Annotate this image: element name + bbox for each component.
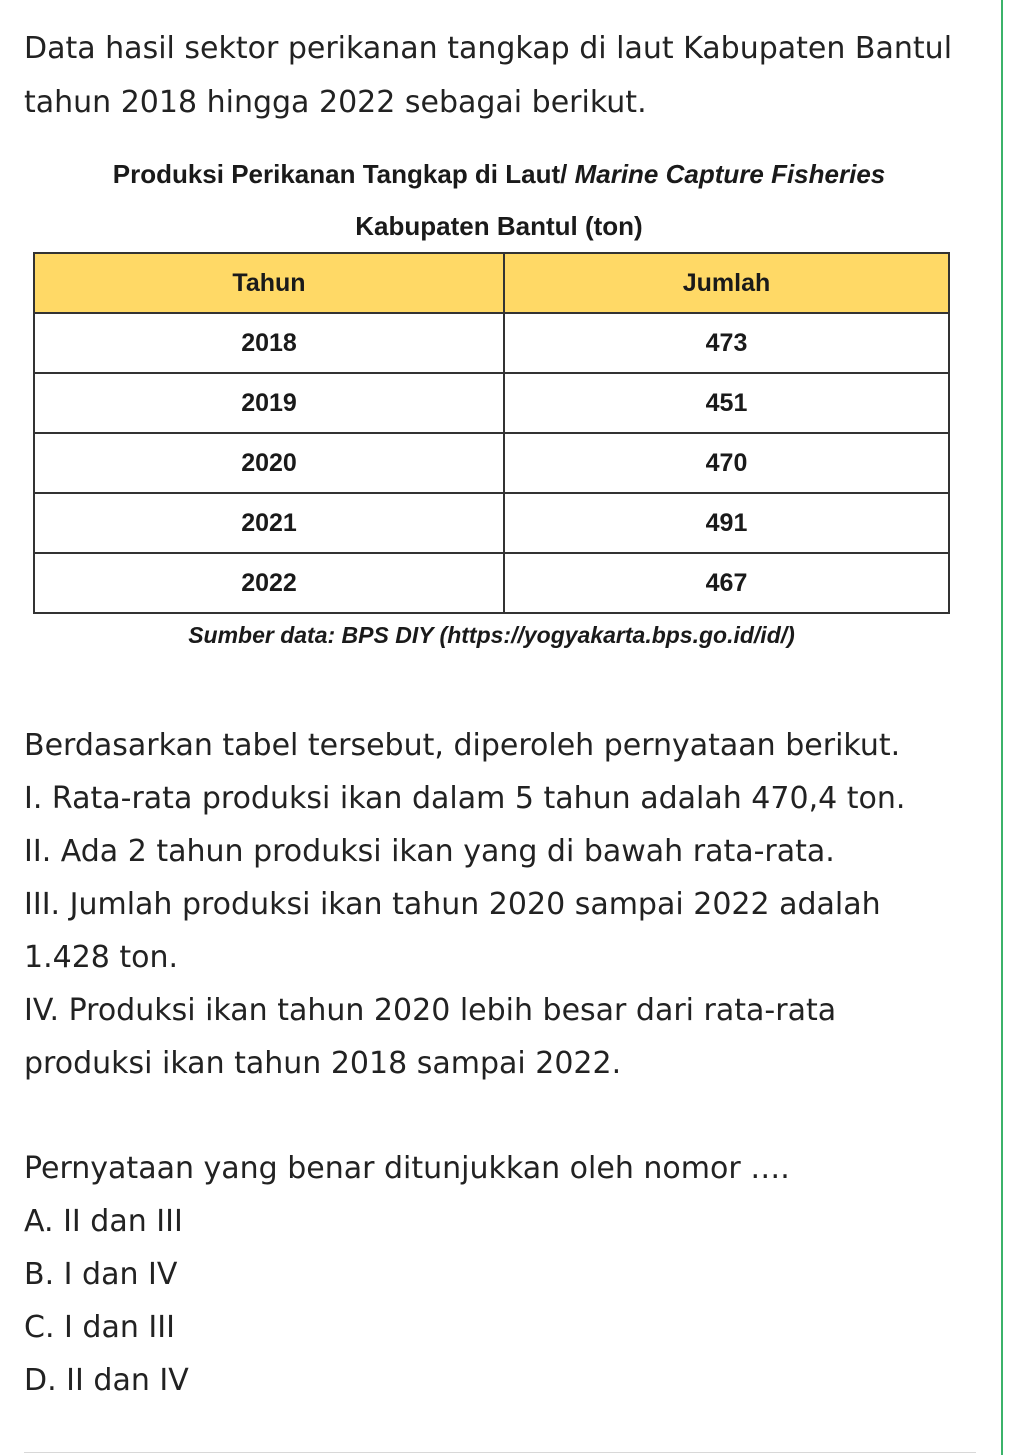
table-row <box>34 433 949 493</box>
table-row <box>34 553 949 613</box>
statement-item: IV. Produksi ikan tahun 2020 lebih besar dari rata-rata produksi ikan tahun 2018 sampai 2022. <box>24 993 837 1081</box>
table-row <box>34 493 949 553</box>
cell-year: 2022 <box>34 553 504 613</box>
cell-amount: 473 <box>504 313 949 373</box>
cell-amount: 470 <box>504 433 949 493</box>
statements-lead: Berdasarkan tabel tersebut, diperoleh pernyataan berikut. <box>24 728 901 763</box>
right-border-line <box>1001 0 1003 1455</box>
statement-item: II. Ada 2 tahun produksi ikan yang di bawah rata-rata. <box>24 834 835 869</box>
table-title-bold: Produksi Perikanan Tangkap di Laut/ <box>112 159 568 189</box>
statement-item: I. Rata-rata produksi ikan dalam 5 tahun adalah 470,4 ton. <box>24 781 906 816</box>
cell-year: 2020 <box>34 433 504 493</box>
data-table <box>33 252 950 614</box>
question <box>24 1142 974 1407</box>
table-header-row <box>34 253 949 313</box>
cell-year: 2018 <box>34 313 504 373</box>
table-title-line2: Kabupaten Bantul (ton) <box>355 211 643 241</box>
table-source: Sumber data: BPS DIY (https://yogyakarta.bps.go.id/id/) <box>188 622 795 648</box>
bottom-divider <box>24 1452 976 1453</box>
cell-amount: 491 <box>504 493 949 553</box>
cell-year: 2019 <box>34 373 504 433</box>
answer-option: B. I dan IV <box>24 1257 178 1292</box>
cell-amount: 467 <box>504 553 949 613</box>
question-card <box>24 22 974 1407</box>
table-title-italic: Marine Capture Fisheries <box>574 159 886 189</box>
table-row <box>34 373 949 433</box>
intro-text: Data hasil sektor perikanan tangkap di laut Kabupaten Bantul tahun 2018 hingga 2022 sebagai berikut. <box>24 31 953 120</box>
table-row <box>34 313 949 373</box>
header-amount: Jumlah <box>504 253 949 313</box>
statements <box>24 719 974 1090</box>
header-year: Tahun <box>34 253 504 313</box>
answer-option: C. I dan III <box>24 1310 175 1345</box>
question-prompt: Pernyataan yang benar ditunjukkan oleh nomor …. <box>24 1151 790 1186</box>
table-title <box>24 148 974 252</box>
cell-year: 2021 <box>34 493 504 553</box>
statement-item: III. Jumlah produksi ikan tahun 2020 sampai 2022 adalah 1.428 ton. <box>24 887 881 975</box>
cell-amount: 451 <box>504 373 949 433</box>
answer-option: D. II dan IV <box>24 1363 189 1398</box>
answer-option: A. II dan III <box>24 1204 183 1239</box>
